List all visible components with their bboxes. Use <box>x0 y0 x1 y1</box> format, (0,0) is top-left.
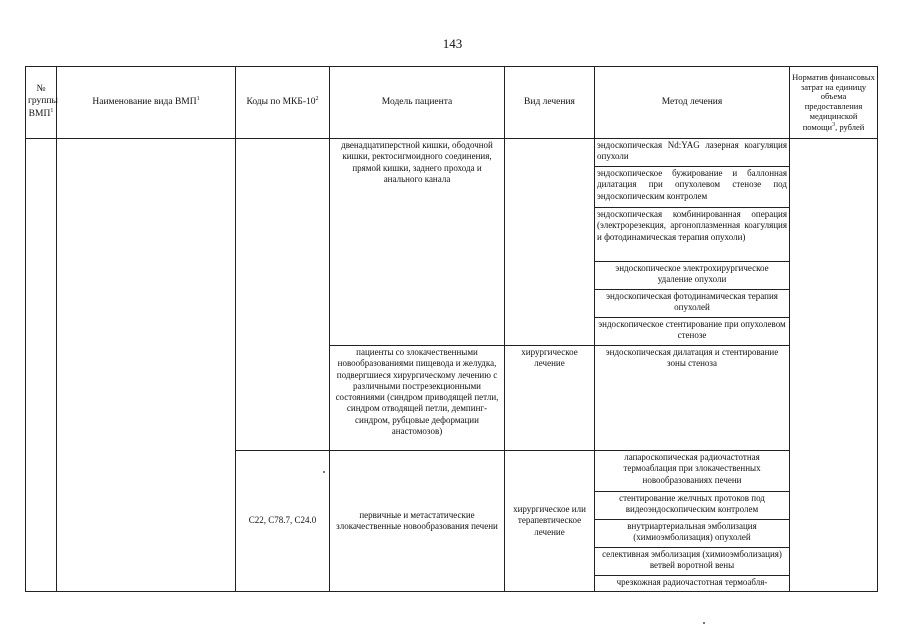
method-cell: лапароскопическая радиочастотная термоаблация при злокачественных новообразованиях печени <box>595 451 790 492</box>
treatment-cell-3: хирургическое или терапевтическое лечение <box>505 451 595 592</box>
group-no-cell <box>26 139 57 592</box>
method-cell: эндоскопическая дилатация и стентирование зоны стеноза <box>595 346 790 451</box>
method-cell: эндоскопическая фотодинамическая терапия опухолей <box>595 290 790 318</box>
header-group-no: № группы ВМП$^1$ <box>26 67 57 139</box>
method-cell: эндоскопическая Nd:YAG лазерная коагуляция опухоли <box>595 139 790 167</box>
method-cell: эндоскопическое электрохирургическое удаление опухоли <box>595 262 790 290</box>
treatment-cell-1 <box>505 139 595 346</box>
header-model: Модель пациента <box>330 67 505 139</box>
method-cell: эндоскопическая комбинированная операция (электрорезекция, аргоноплазменная коагуляция и фотодинамическая терапия опухоли) <box>595 208 790 262</box>
model-cell-2: пациенты со злокачественными новообразованиями пищевода и желудка, подвергшиеся хирургическому лечению с различными пострезекционными состояниями (синдром приводящей петли, синдром отводящей петли, демпинг-синдром, рубцовые деформации анастомозов) <box>330 346 505 451</box>
scan-speck <box>703 622 705 624</box>
vmp-table <box>25 66 878 592</box>
header-row <box>26 67 878 139</box>
page-number: 143 <box>442 36 463 51</box>
scan-speck <box>323 471 325 473</box>
method-cell: чрезкожная радиочастотная термоабля- <box>595 576 790 592</box>
codes-cell-3: C22, C78.7, C24.0 <box>236 451 330 592</box>
table-row <box>26 139 878 167</box>
method-cell: эндоскопическое стентирование при опухолевом стенозе <box>595 318 790 346</box>
method-cell: селективная эмболизация (химиоэмболизация) ветвей воротной вены <box>595 548 790 576</box>
header-name: Наименование вида ВМП$^1$ <box>57 67 236 139</box>
norm-cell <box>790 139 878 592</box>
header-codes: Коды по МКБ-$10^2$ <box>236 67 330 139</box>
method-cell: внутриартериальная эмболизация (химиоэмболизация) опухолей <box>595 520 790 548</box>
method-cell: эндоскопическое бужирование и баллонная дилатация при опухолевом стенозе под эндоскопическим контролем <box>595 167 790 208</box>
name-cell <box>57 139 236 592</box>
model-cell-1: двенадцатиперстной кишки, ободочной кишки, ректосигмоидного соединения, прямой кишки, заднего прохода и анального канала <box>330 139 505 346</box>
codes-cell-1 <box>236 139 330 451</box>
method-cell: стентирование желчных протоков под видеоэндоскопическим контролем <box>595 492 790 520</box>
model-cell-3: первичные и метастатические злокачественные новообразования печени <box>330 451 505 592</box>
header-method: Метод лечения <box>595 67 790 139</box>
header-norm: Норматив финансовых затрат на единицу объема предоставления медицинской помощи$^3$, рублей <box>790 67 878 139</box>
header-treatment: Вид лечения <box>505 67 595 139</box>
treatment-cell-2: хирургическое лечение <box>505 346 595 451</box>
